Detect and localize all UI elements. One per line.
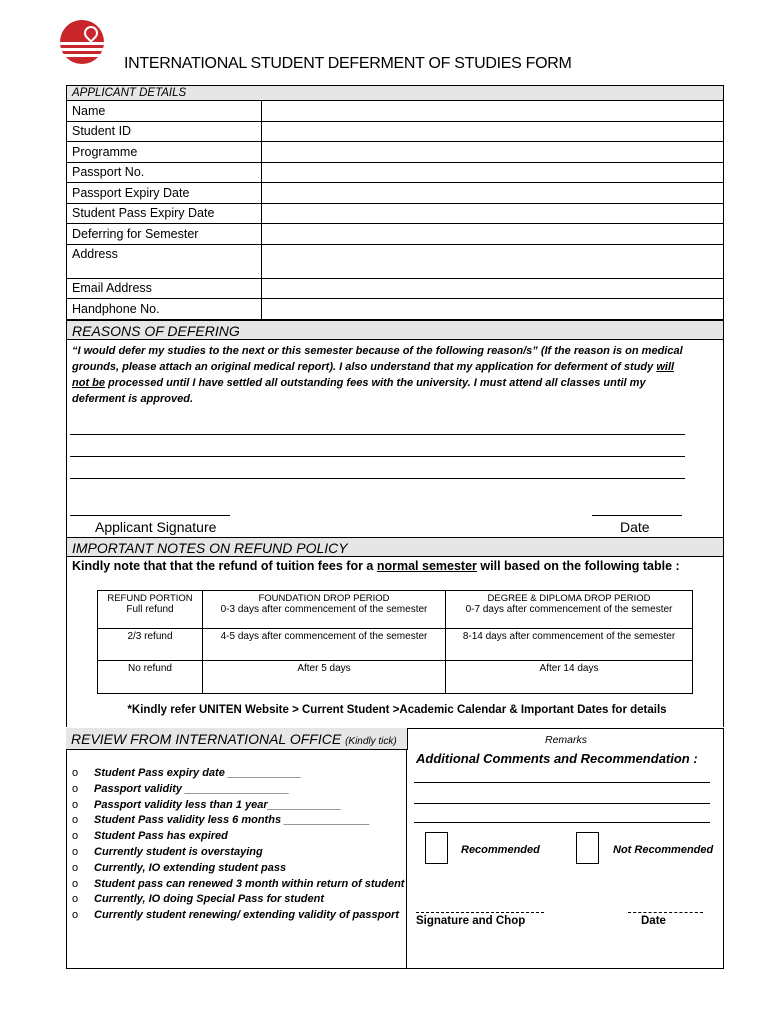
refund-note: Kindly note that that the refund of tuition fees for a normal semester will based on the following table : [72,559,680,573]
review-heading: REVIEW FROM INTERNATIONAL OFFICE (Kindly tick) [66,728,408,750]
deferring-semester-input[interactable] [262,224,724,245]
passport-no-input[interactable] [262,162,724,183]
review-divider [406,750,407,969]
review-checklist [72,766,404,924]
field-label-student-pass-expiry: Student Pass Expiry Date [67,203,262,224]
not-recommended-label: Not Recommended [613,844,714,856]
list-item[interactable]: o Student Pass has expired [72,830,228,843]
field-label-student-id: Student ID [67,121,262,142]
comment-line-3[interactable] [414,822,710,823]
list-item[interactable]: o Currently, IO doing Special Pass for student [72,893,325,906]
applicant-details-heading: APPLICANT DETAILS [67,86,724,101]
university-logo [60,20,104,64]
reason-line-3[interactable] [70,478,685,479]
table-cell: DEGREE & DIPLOMA DROP PERIOD 0-7 days after commencement of the semester [446,591,693,629]
table-cell: 4-5 days after commencement of the semester [203,629,446,661]
email-input[interactable] [262,278,724,299]
address-input[interactable] [262,244,724,278]
list-item[interactable]: o Student Pass expiry date ____________ [72,767,302,779]
not-recommended-checkbox[interactable] [576,832,599,864]
programme-input[interactable] [262,142,724,163]
signature-chop-label: Signature and Chop [416,915,526,927]
table-cell: After 14 days [446,661,693,694]
applicant-signature-line[interactable] [70,515,230,516]
reason-line-2[interactable] [70,456,685,457]
io-signature-line[interactable] [416,912,544,913]
comment-line-2[interactable] [414,803,710,804]
list-item[interactable]: o Currently, IO extending student pass [72,861,287,874]
applicant-date-label: Date [620,519,650,535]
table-row: No refund [98,661,203,694]
field-label-deferring-semester: Deferring for Semester [67,224,262,245]
list-item[interactable]: o Student pass can renewed 3 month within return of student [72,877,405,890]
passport-expiry-input[interactable] [262,183,724,204]
student-pass-expiry-input[interactable] [262,203,724,224]
remarks-label: Remarks [544,734,587,746]
applicant-signature-label: Applicant Signature [95,519,217,535]
reason-line-1[interactable] [70,434,685,435]
reasons-heading: REASONS OF DEFERING [66,320,724,340]
table-cell: 8-14 days after commencement of the semester [446,629,693,661]
recommended-checkbox[interactable] [425,832,448,864]
form-title: INTERNATIONAL STUDENT DEFERMENT OF STUDIES FORM [124,55,572,72]
table-row: REFUND PORTION Full refund [98,591,203,629]
list-item[interactable]: o Currently student is overstaying [72,845,263,858]
list-item[interactable]: o Passport validity less than 1 year____________ [72,798,342,811]
field-label-passport-expiry: Passport Expiry Date [67,183,262,204]
comment-line-1[interactable] [414,782,710,783]
field-label-handphone: Handphone No. [67,299,262,320]
applicant-date-line[interactable] [592,515,682,516]
field-label-name: Name [67,101,262,122]
student-id-input[interactable] [262,121,724,142]
table-cell: After 5 days [203,661,446,694]
table-row: 2/3 refund [98,629,203,661]
field-label-passport-no: Passport No. [67,162,262,183]
recommended-label: Recommended [461,844,540,856]
field-label-programme: Programme [67,142,262,163]
list-item[interactable]: o Currently student renewing/ extending validity of passport [72,909,399,922]
list-item[interactable]: o Passport validity _________________ [72,782,290,795]
table-cell: FOUNDATION DROP PERIOD 0-3 days after commencement of the semester [203,591,446,629]
list-item[interactable]: o Student Pass validity less 6 months ______________ [72,814,370,827]
refund-footnote: *Kindly refer UNITEN Website > Current Student >Academic Calendar & Important Dates for details [127,704,667,716]
handphone-input[interactable] [262,299,724,320]
refund-policy-heading: IMPORTANT NOTES ON REFUND POLICY [66,537,724,557]
field-label-address: Address [67,244,262,278]
io-date-line[interactable] [628,912,703,913]
io-date-label: Date [641,915,666,927]
reasons-statement: “I would defer my studies to the next or this semester because of the following reason/s” (If the reason is on medical grounds, please attach an original medical report). I also understand that my application for deferment of study will not be processed until I have settled all outstanding fees with the university. I must attend all classes until my deferment is approved. [72,345,683,405]
applicant-details-table [66,85,724,320]
name-input[interactable] [262,101,724,122]
additional-comments-label: Additional Comments and Recommendation : [416,751,698,766]
refund-table [97,590,693,694]
field-label-email: Email Address [67,278,262,299]
location-pin-icon [81,23,101,43]
